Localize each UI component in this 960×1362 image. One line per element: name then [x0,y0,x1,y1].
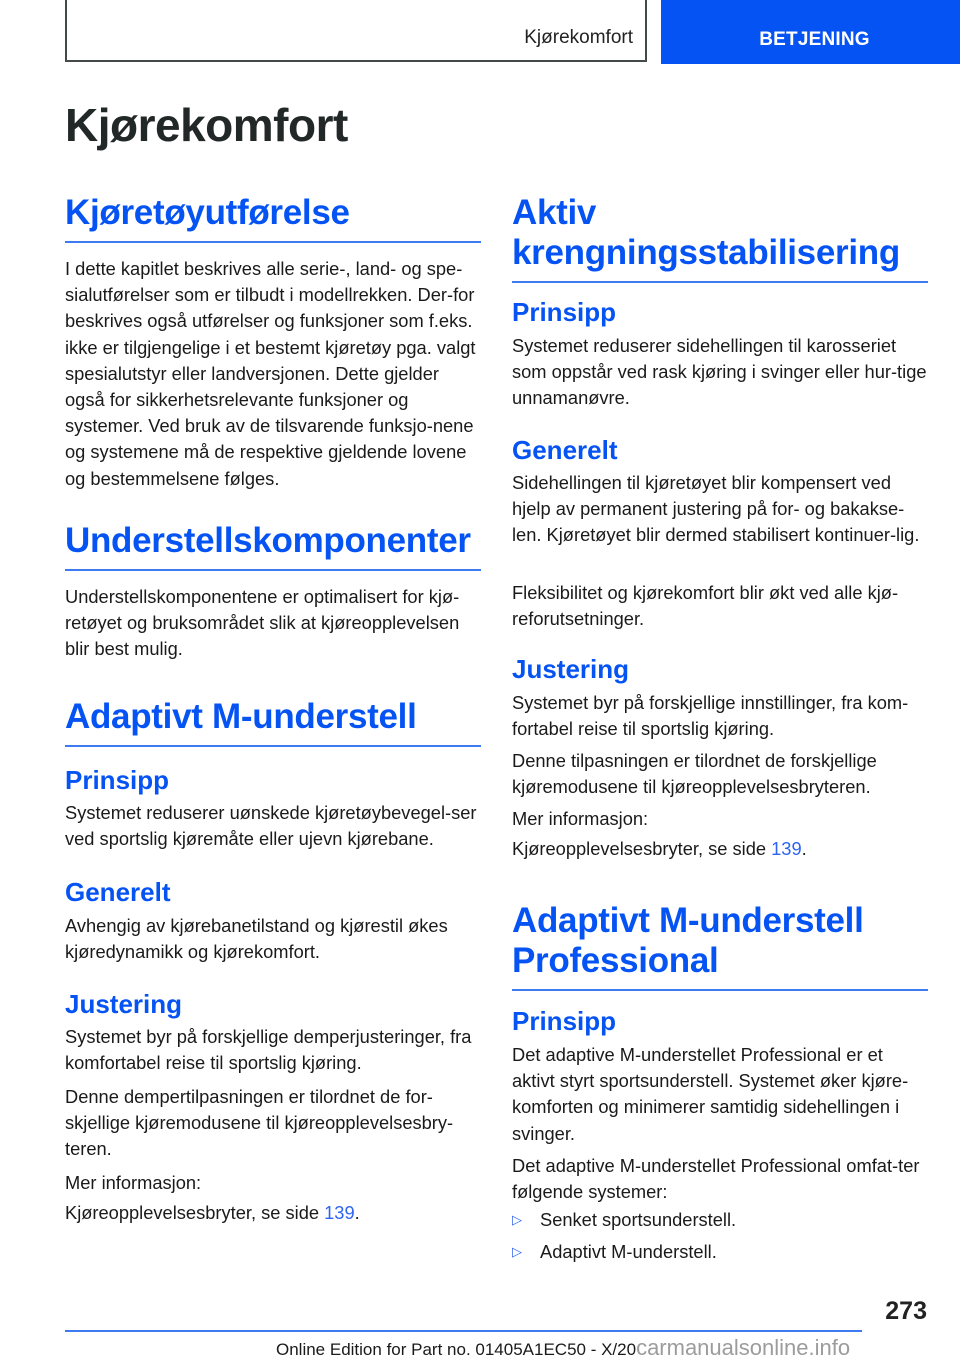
paragraph-justering-1: Systemet byr på forskjellige innstillinger, fra kom-fortabel reise til sportslig kjøring. [512,692,909,740]
subheading-prinsipp: Prinsipp [512,1006,617,1036]
heading-line-2: krengningsstabilisering [512,233,900,272]
footer-edition [276,1335,850,1361]
heading-line-1: Aktiv [512,193,597,232]
paragraph-prinsipp: Systemet reduserer uønskede kjøretøybevegel-ser ved sportslig kjøremåte eller ujevn kjørebane. [65,802,477,850]
list-item-text: Adaptivt M-understell. [540,1241,717,1262]
list-item [512,1239,928,1265]
paragraph-reference [65,1200,481,1226]
watermark: carmanualsonline.info [636,1335,851,1360]
heading-kjoretoyutforelse: Kjøretøyutførelse [65,193,481,243]
paragraph-understellskomponenter: Understellskomponentene er optimalisert for kjø-retøyet og bruksområdet slik at kjøreopplevelsen blir best mulig. [65,586,460,660]
subheading-prinsipp: Prinsipp [65,765,170,795]
paragraph-generelt: Avhengig av kjørebanetilstand og kjørestil økes kjøredynamikk og kjørekomfort. [65,915,448,963]
edition-text: Online Edition for Part no. 01405A1EC50 - X/20 [276,1340,637,1359]
heading-adaptivt-m-understell-professional [512,901,928,991]
subheading-justering: Justering [512,654,630,684]
page-title: Kjørekomfort [65,99,348,151]
heading-adaptivt-m-understell: Adaptivt M-understell [65,697,481,747]
subheading-justering: Justering [65,989,183,1019]
subheading-generelt: Generelt [65,877,171,907]
footer-divider [65,1330,862,1332]
subheading-generelt: Generelt [512,435,618,465]
page-link-139[interactable]: 139 [771,838,802,859]
triangle-right-icon: ▷ [512,1244,522,1259]
paragraph-justering-1: Systemet byr på forskjellige demperjusteringer, fra komfortabel reise til sportslig kjøring. [65,1026,472,1074]
list-item-text: Senket sportsunderstell. [540,1209,737,1230]
paragraph-prinsipp-1: Det adaptive M-understellet Professional er et aktivt styrt sportsunderstell. Systemet øker kjøre-komforten og minimerer samtidig sidehellingen i svinger. [512,1044,909,1144]
paragraph-kjoretoyutforelse: I dette kapitlet beskrives alle serie-, land- og spe-sialutførelser som er tilbudt i modellrekken. Der-for beskrives også utførelser og funksjoner som f.eks. ikke er tilgjengelige i et bestemt kjøretøy pga. valgt spesialutstyr eller landversjonen. Dette gjelder også for sikkerhetsrelevante funksjoner og systemer. Ved bruk av de tilsvarende funksjo-nene og systemene må de respektive gjeldende lovene og bestemmelsene følges. [65,258,476,489]
reference-end: . [354,1202,360,1223]
paragraph-generelt-1: Sidehellingen til kjøretøyet blir kompensert ved hjelp av permanent justering på for- og bakakse-len. Kjøretøyet blir dermed stabilisert kontinuer-lig. [512,472,920,546]
reference-text: Kjøreopplevelsesbryter, se side [65,1202,325,1223]
heading-line-1: Adaptivt M-understell [512,901,864,940]
subheading-prinsipp: Prinsipp [512,297,617,327]
triangle-right-icon: ▷ [512,1212,522,1227]
paragraph-justering-2: Denne dempertilpasningen er tilordnet de for-skjellige kjøremodusene til kjøreopplevelsesbry-teren. [65,1086,454,1160]
header-section-box [65,0,647,62]
list-item [512,1207,928,1233]
heading-aktiv-krengningsstabilisering [512,193,928,283]
heading-understellskomponenter: Understellskomponenter [65,521,481,571]
paragraph-generelt-2: Fleksibilitet og kjørekomfort blir økt ved alle kjø-reforutsetninger. [512,582,899,630]
paragraph-justering-2: Denne tilpasningen er tilordnet de forskjellige kjøremodusene til kjøreopplevelsesbryteren. [512,750,877,798]
paragraph-more-info: Mer informasjon: [512,808,649,829]
page-link-139[interactable]: 139 [324,1202,355,1223]
page-number: 273 [885,1297,927,1325]
chapter-tab-label: BETJENING [759,29,870,50]
chapter-tab[interactable] [661,0,960,64]
paragraph-prinsipp: Systemet reduserer sidehellingen til karosseriet som oppstår ved rask kjøring i svinger eller hur-tige unnamanøvre. [512,335,927,409]
reference-text: Kjøreopplevelsesbryter, se side [512,838,772,859]
paragraph-reference [512,836,928,862]
heading-line-2: Professional [512,941,719,980]
reference-end: . [801,838,807,859]
paragraph-prinsipp-2: Det adaptive M-understellet Professional omfat-ter følgende systemer: [512,1155,920,1203]
paragraph-more-info: Mer informasjon: [65,1172,202,1193]
header-section-title: Kjørekomfort [524,27,633,48]
